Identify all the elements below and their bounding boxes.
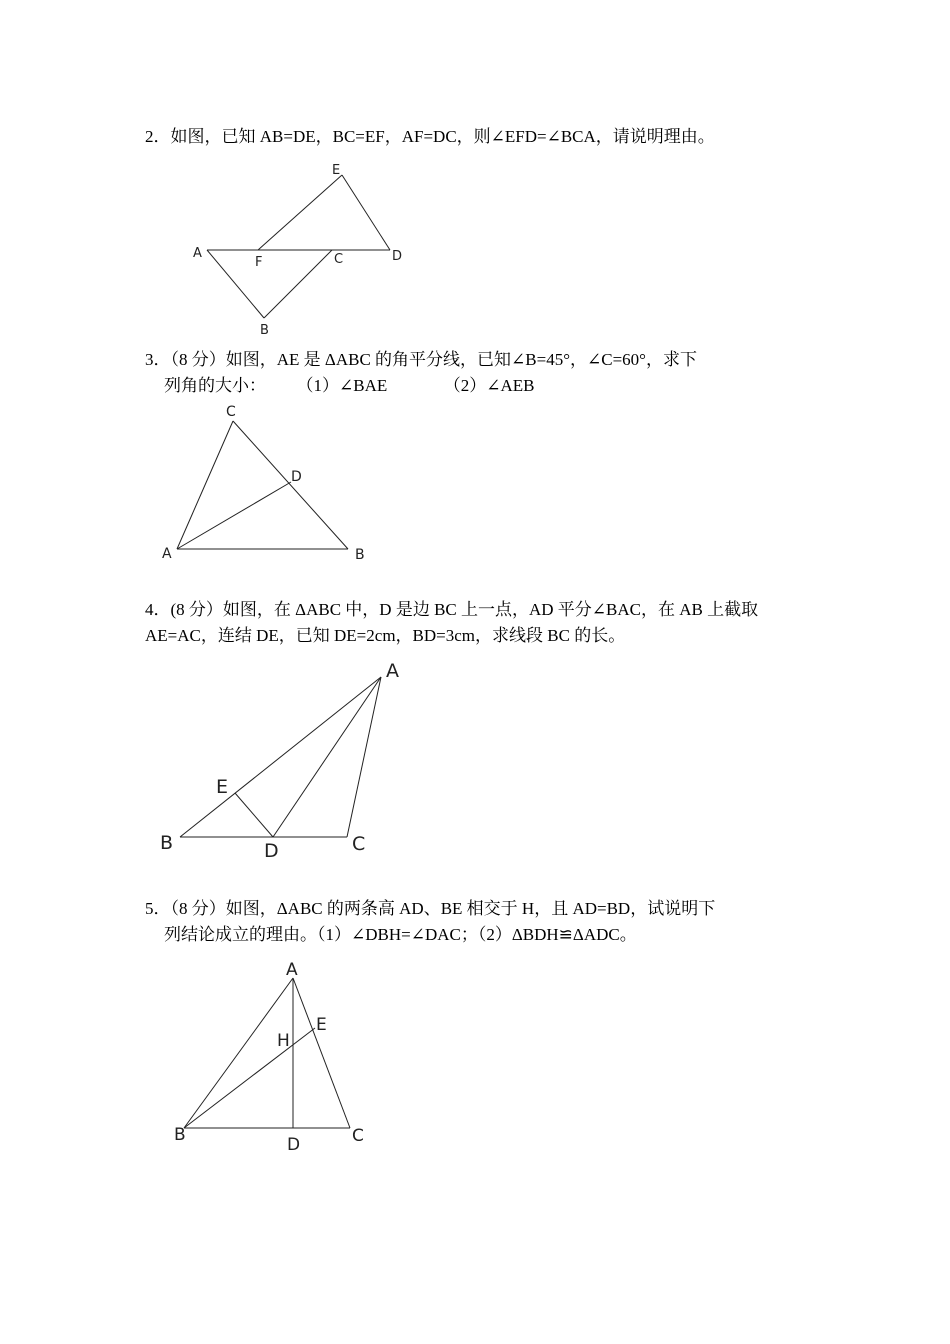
- question-3-text: 3．（8 分）如图，AE 是 ΔABC 的角平分线，已知∠B=45°，∠C=60°，求下: [145, 350, 697, 369]
- fig2-label-E: E: [332, 163, 341, 178]
- fig5-label-B: B: [174, 1125, 186, 1145]
- fig5-label-A: A: [286, 960, 298, 980]
- fig3-label-C: C: [226, 404, 236, 420]
- question-3-intro: 列角的大小：: [164, 376, 266, 395]
- fig3-line-CB: [233, 421, 348, 549]
- fig4-line-BA: [180, 677, 381, 837]
- fig3-label-A: A: [162, 546, 172, 562]
- fig4-label-B: B: [160, 832, 174, 854]
- fig4-line-AD: [273, 677, 381, 837]
- figure-2: [193, 163, 402, 338]
- fig5-line-AC: [293, 978, 350, 1128]
- question-3-part-2: （2）∠AEB: [443, 376, 535, 395]
- fig2-line-FE: [258, 175, 342, 250]
- figure-4: [160, 660, 399, 862]
- fig2-line-ED: [342, 175, 390, 250]
- fig5-line-BE: [184, 1028, 315, 1128]
- fig4-label-A: A: [386, 660, 399, 682]
- question-5-text-line-2: 列结论成立的理由。（1）∠DBH=∠DAC；（2）ΔBDH≌ΔADC。: [164, 925, 637, 944]
- question-4-text-line-2: AE=AC，连结 DE，已知 DE=2cm，BD=3cm，求线段 BC 的长。: [145, 626, 626, 645]
- figure-3: [162, 404, 365, 563]
- fig4-label-E: E: [216, 776, 229, 798]
- fig2-label-D: D: [392, 249, 403, 264]
- fig2-label-B: B: [260, 323, 269, 338]
- fig3-label-B: B: [355, 547, 365, 563]
- fig2-label-C: C: [334, 252, 344, 267]
- fig5-label-H: H: [277, 1031, 290, 1051]
- question-3-part-1: （1）∠BAE: [296, 376, 388, 395]
- question-2-text: 2．如图，已知 AB=DE，BC=EF，AF=DC，则∠EFD=∠BCA，请说明理由。: [145, 127, 715, 146]
- fig2-label-F: F: [255, 255, 263, 270]
- fig2-line-BC: [264, 250, 332, 318]
- fig5-label-E: E: [316, 1015, 327, 1035]
- question-4-text-line-1: 4．(8 分）如图，在 ΔABC 中，D 是边 BC 上一点，AD 平分∠BAC，在 AB 上截取: [145, 600, 759, 619]
- figure-5: [174, 960, 364, 1155]
- fig3-label-D: D: [291, 469, 302, 485]
- fig3-line-AC: [177, 421, 233, 549]
- fig4-line-AC: [347, 677, 381, 837]
- fig4-line-ED: [235, 793, 273, 837]
- fig3-line-AD: [177, 482, 291, 549]
- fig2-label-A: A: [193, 246, 202, 261]
- fig4-label-C: C: [352, 833, 366, 855]
- question-5-text-line-1: 5．（8 分）如图，ΔABC 的两条高 AD、BE 相交于 H，且 AD=BD，试说明下: [145, 899, 716, 918]
- fig4-label-D: D: [264, 840, 279, 862]
- fig5-line-BA: [184, 978, 293, 1128]
- fig5-label-D: D: [287, 1135, 301, 1155]
- fig5-label-C: C: [352, 1126, 364, 1146]
